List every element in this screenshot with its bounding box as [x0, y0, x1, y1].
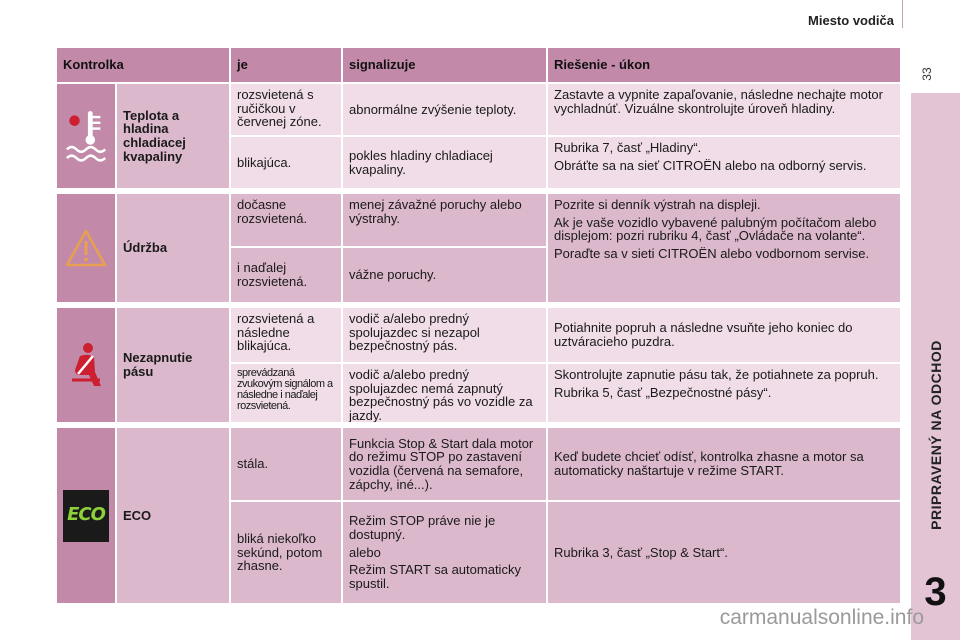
- col-header-action: Riešenie - úkon: [548, 48, 900, 82]
- coolant-temperature-icon: [63, 106, 109, 166]
- eco-meaning-2: Režim STOP práve nie je dostupný. alebo Režim START sa automaticky spustil.: [343, 502, 546, 603]
- coolant-meaning-2: pokles hladiny chladiacej kvapaliny.: [343, 137, 546, 188]
- eco-name: ECO: [117, 428, 229, 603]
- eco-state-1: stála.: [231, 428, 341, 500]
- eco-meaning-1: Funkcia Stop & Start dala motor do režimu STOP po zastavení vozidla (červená na semafore, zápchy, iné...).: [343, 428, 546, 500]
- col-header-state: je: [231, 48, 341, 82]
- coolant-state-2: blikajúca.: [231, 137, 341, 188]
- maintenance-meaning-2: vážne poruchy.: [343, 248, 546, 302]
- maintenance-state-2: i naďalej rozsvietená.: [231, 248, 341, 302]
- seatbelt-state-1: rozsvietená a následne blikajúca.: [231, 308, 341, 362]
- maintenance-state-1: dočasne rozsvietená.: [231, 194, 341, 246]
- eco-action-2: Rubrika 3, časť „Stop & Start“.: [548, 502, 900, 603]
- seatbelt-action-1: Potiahnite popruh a následne vsuňte jeho koniec do uztváracieho puzdra.: [548, 308, 900, 362]
- seatbelt-meaning-2: vodič a/alebo predný spolujazdec nemá zapnutý bezpečnostný pás vo vozidle za jazdy.: [343, 364, 546, 422]
- eco-icon: ECO: [63, 490, 109, 542]
- col-header-meaning: signalizuje: [343, 48, 546, 82]
- maintenance-action: Pozrite si denník výstrah na displeji. Ak je vaše vozidlo vybavené palubným počítačom alebo displejom: pozri rubriku 4, časť „Ovládače na volante“. Poraďte sa v sieti CITROËN alebo vodbornom servise.: [548, 194, 900, 302]
- chapter-number: 3: [924, 570, 947, 614]
- eco-icon-cell: [57, 428, 115, 603]
- seatbelt-icon-cell: [57, 308, 115, 422]
- eco-state-2: bliká niekoľko sekúnd, potom zhasne.: [231, 502, 341, 603]
- seatbelt-icon: [66, 342, 106, 388]
- maintenance-name: Údržba: [117, 194, 229, 302]
- maintenance-meaning-1: menej závažné poruchy alebo výstrahy.: [343, 194, 546, 246]
- page-header-title: Miesto vodiča: [808, 13, 894, 28]
- maintenance-icon-cell: [57, 194, 115, 302]
- col-header-indicator: Kontrolka: [57, 48, 229, 82]
- section-title: PRIPRAVENÝ NA ODCHOD: [928, 340, 944, 530]
- coolant-action-2: Rubrika 7, časť „Hladiny“. Obráťte sa na sieť CITROËN alebo na odborný servis.: [548, 137, 900, 188]
- eco-action-1: Keď budete chcieť odísť, kontrolka zhasne a motor sa automaticky naštartuje v režime START.: [548, 428, 900, 500]
- seatbelt-action-2: Skontrolujte zapnutie pásu tak, že potiahnete za popruh. Rubrika 5, časť „Bezpečnostné pásy“.: [548, 364, 900, 422]
- coolant-state-1: rozsvietená s ručičkou v červenej zóne.: [231, 84, 341, 135]
- page-number: 33: [920, 67, 934, 81]
- warning-triangle-icon: [64, 228, 108, 268]
- seatbelt-meaning-1: vodič a/alebo predný spolujazdec si nezapol bezpečnostný pás.: [343, 308, 546, 362]
- coolant-action-1: Zastavte a vypnite zapaľovanie, následne nechajte motor vychladnúť. Vizuálne skontrolujte úroveň hladiny.: [548, 84, 900, 135]
- coolant-meaning-1: abnormálne zvýšenie teploty.: [343, 84, 546, 135]
- seatbelt-state-2: sprevádzaná zvukovým signálom a následne i naďalej rozsvietená.: [231, 364, 341, 422]
- footer-watermark: carmanualsonline.info: [719, 606, 924, 629]
- header-divider: [902, 0, 903, 28]
- coolant-icon-cell: [57, 84, 115, 188]
- coolant-name: Teplota a hladina chladiacej kvapaliny: [117, 84, 229, 188]
- seatbelt-name: Nezapnutie pásu: [117, 308, 229, 422]
